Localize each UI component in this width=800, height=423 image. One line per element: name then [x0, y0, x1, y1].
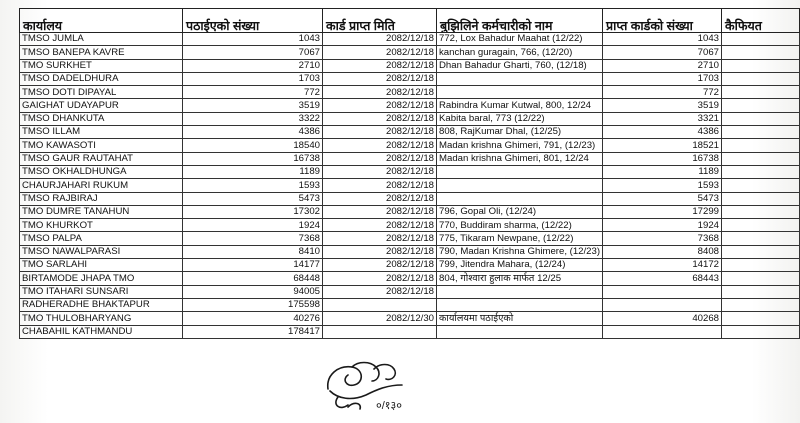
- cell-remarks: [722, 152, 800, 165]
- cell-received-count: 5473: [603, 192, 722, 205]
- cell-remarks: [722, 232, 800, 245]
- header-office: कार्यालय: [20, 9, 183, 33]
- table-row: [20, 298, 800, 311]
- cell-received-count: 1043: [603, 33, 722, 46]
- cell-receiver-name: 804, गोश्वारा हुलाक मार्फत 12/25: [437, 272, 603, 285]
- cell-office: TMO SURKHET: [20, 59, 183, 72]
- cell-receiver-name: [437, 72, 603, 85]
- cell-received-count: 14172: [603, 259, 722, 272]
- cell-received-count: 4386: [603, 126, 722, 139]
- cell-received-date: 2082/12/18: [323, 99, 437, 112]
- cell-receiver-name: [437, 325, 603, 338]
- cell-received-date: 2082/12/18: [323, 259, 437, 272]
- cell-office: TMSO JUMLA: [20, 33, 183, 46]
- cell-sent-count: 14177: [183, 259, 323, 272]
- cell-remarks: [722, 272, 800, 285]
- cell-office: TMO ITAHARI SUNSARI: [20, 285, 183, 298]
- cell-sent-count: 4386: [183, 126, 323, 139]
- cell-receiver-name: [437, 298, 603, 311]
- cell-sent-count: 40276: [183, 312, 323, 325]
- header-remarks: कैफियत: [722, 9, 800, 33]
- table-body: [20, 33, 800, 339]
- cell-office: GAIGHAT UDAYAPUR: [20, 99, 183, 112]
- cell-received-count: 16738: [603, 152, 722, 165]
- cell-receiver-name: 790, Madan Krishna Ghimere, (12/23): [437, 245, 603, 258]
- cell-received-count: 7067: [603, 46, 722, 59]
- cell-receiver-name: kanchan guragain, 766, (12/20): [437, 46, 603, 59]
- table-row: [20, 126, 800, 139]
- cell-receiver-name: कार्यालयमा पठाईएको: [437, 312, 603, 325]
- cell-received-count: 1703: [603, 72, 722, 85]
- cell-office: TMO KAWASOTI: [20, 139, 183, 152]
- cell-receiver-name: [437, 192, 603, 205]
- cell-receiver-name: Dhan Bahadur Gharti, 760, (12/18): [437, 59, 603, 72]
- cell-sent-count: 5473: [183, 192, 323, 205]
- cell-office: TMO KHURKOT: [20, 219, 183, 232]
- table-row: [20, 86, 800, 99]
- cell-remarks: [722, 59, 800, 72]
- cell-received-date: 2082/12/18: [323, 192, 437, 205]
- cell-received-date: 2082/12/18: [323, 219, 437, 232]
- cell-receiver-name: 772, Lox Bahadur Maahat (12/22): [437, 33, 603, 46]
- table-row: [20, 165, 800, 178]
- cell-received-count: 68443: [603, 272, 722, 285]
- cell-receiver-name: 770, Buddiram sharma, (12/22): [437, 219, 603, 232]
- cell-received-date: 2082/12/18: [323, 272, 437, 285]
- cell-receiver-name: 796, Gopal Oli, (12/24): [437, 205, 603, 218]
- cell-received-count: 1189: [603, 165, 722, 178]
- cell-remarks: [722, 72, 800, 85]
- table-row: [20, 59, 800, 72]
- header-sent-count: पठाईएको संख्या: [183, 9, 323, 33]
- cell-received-date: 2082/12/18: [323, 152, 437, 165]
- table-row: [20, 219, 800, 232]
- cell-received-date: [323, 298, 437, 311]
- cell-sent-count: 1189: [183, 165, 323, 178]
- cell-office: TMO SARLAHI: [20, 259, 183, 272]
- cell-receiver-name: [437, 86, 603, 99]
- table-row: [20, 325, 800, 338]
- cell-received-date: 2082/12/18: [323, 205, 437, 218]
- table-row: [20, 33, 800, 46]
- cell-received-count: 1924: [603, 219, 722, 232]
- cell-office: TMSO NAWALPARASI: [20, 245, 183, 258]
- cell-remarks: [722, 112, 800, 125]
- cell-received-date: 2082/12/18: [323, 139, 437, 152]
- cell-sent-count: 7067: [183, 46, 323, 59]
- cell-receiver-name: [437, 285, 603, 298]
- cell-received-count: [603, 325, 722, 338]
- card-distribution-table: [19, 8, 800, 339]
- cell-remarks: [722, 312, 800, 325]
- cell-office: TMSO RAJBIRAJ: [20, 192, 183, 205]
- cell-sent-count: 178417: [183, 325, 323, 338]
- cell-received-date: 2082/12/18: [323, 112, 437, 125]
- table-row: [20, 152, 800, 165]
- cell-received-count: 7368: [603, 232, 722, 245]
- table-row: [20, 245, 800, 258]
- cell-sent-count: 3322: [183, 112, 323, 125]
- cell-remarks: [722, 259, 800, 272]
- table-row: [20, 112, 800, 125]
- cell-office: RADHERADHE BHAKTAPUR: [20, 298, 183, 311]
- cell-sent-count: 68448: [183, 272, 323, 285]
- cell-office: TMSO PALPA: [20, 232, 183, 245]
- cell-office: TMSO OKHALDHUNGA: [20, 165, 183, 178]
- cell-received-date: 2082/12/18: [323, 126, 437, 139]
- cell-received-count: 1593: [603, 179, 722, 192]
- cell-received-count: 2710: [603, 59, 722, 72]
- cell-remarks: [722, 179, 800, 192]
- cell-remarks: [722, 285, 800, 298]
- table-row: [20, 259, 800, 272]
- header-receiver-name: बुझिलिने कर्मचारीको नाम: [437, 9, 603, 33]
- cell-office: TMO THULOBHARYANG: [20, 312, 183, 325]
- table-row: [20, 312, 800, 325]
- cell-sent-count: 8410: [183, 245, 323, 258]
- cell-office: BIRTAMODE JHAPA TMO: [20, 272, 183, 285]
- table-row: [20, 192, 800, 205]
- signature-note: ०/१३०: [376, 400, 402, 412]
- cell-received-date: 2082/12/18: [323, 179, 437, 192]
- cell-remarks: [722, 46, 800, 59]
- cell-remarks: [722, 99, 800, 112]
- cell-office: TMSO BANEPA KAVRE: [20, 46, 183, 59]
- cell-received-date: 2082/12/18: [323, 59, 437, 72]
- cell-remarks: [722, 86, 800, 99]
- cell-received-date: 2082/12/18: [323, 245, 437, 258]
- cell-sent-count: 2710: [183, 59, 323, 72]
- cell-remarks: [722, 245, 800, 258]
- cell-received-date: 2082/12/18: [323, 285, 437, 298]
- cell-remarks: [722, 33, 800, 46]
- table-row: [20, 285, 800, 298]
- cell-received-date: 2082/12/18: [323, 86, 437, 99]
- cell-sent-count: 1043: [183, 33, 323, 46]
- cell-received-date: 2082/12/18: [323, 33, 437, 46]
- cell-received-count: 772: [603, 86, 722, 99]
- table-row: [20, 99, 800, 112]
- header-received-date: कार्ड प्राप्त मिति: [323, 9, 437, 33]
- cell-received-date: 2082/12/18: [323, 232, 437, 245]
- cell-remarks: [722, 298, 800, 311]
- cell-receiver-name: [437, 179, 603, 192]
- cell-received-count: 3519: [603, 99, 722, 112]
- cell-office: TMSO DHANKUTA: [20, 112, 183, 125]
- cell-received-date: 2082/12/18: [323, 165, 437, 178]
- cell-sent-count: 16738: [183, 152, 323, 165]
- cell-sent-count: 94005: [183, 285, 323, 298]
- cell-office: TMSO GAUR RAUTAHAT: [20, 152, 183, 165]
- cell-receiver-name: Madan krishna Ghimeri, 791, (12/23): [437, 139, 603, 152]
- cell-receiver-name: Madan krishna Ghimeri, 801, 12/24: [437, 152, 603, 165]
- cell-sent-count: 175598: [183, 298, 323, 311]
- cell-receiver-name: 799, Jitendra Mahara, (12/24): [437, 259, 603, 272]
- cell-received-date: 2082/12/30: [323, 312, 437, 325]
- cell-office: CHAURJAHARI RUKUM: [20, 179, 183, 192]
- cell-sent-count: 18540: [183, 139, 323, 152]
- cell-received-date: 2082/12/18: [323, 46, 437, 59]
- table-row: [20, 72, 800, 85]
- cell-remarks: [722, 139, 800, 152]
- table-row: [20, 232, 800, 245]
- cell-received-count: 17299: [603, 205, 722, 218]
- cell-office: TMSO DOTI DIPAYAL: [20, 86, 183, 99]
- cell-office: TMO DUMRE TANAHUN: [20, 205, 183, 218]
- cell-received-count: [603, 298, 722, 311]
- cell-sent-count: 1924: [183, 219, 323, 232]
- header-received-count: प्राप्त कार्डको संख्या: [603, 9, 722, 33]
- cell-remarks: [722, 126, 800, 139]
- cell-sent-count: 3519: [183, 99, 323, 112]
- cell-remarks: [722, 325, 800, 338]
- cell-sent-count: 1593: [183, 179, 323, 192]
- cell-office: TMSO ILLAM: [20, 126, 183, 139]
- header-row: [20, 9, 800, 33]
- cell-receiver-name: [437, 165, 603, 178]
- table-row: [20, 205, 800, 218]
- cell-received-count: [603, 285, 722, 298]
- table-row: [20, 179, 800, 192]
- cell-remarks: [722, 219, 800, 232]
- cell-received-count: 3321: [603, 112, 722, 125]
- cell-sent-count: 1703: [183, 72, 323, 85]
- table-row: [20, 139, 800, 152]
- cell-remarks: [722, 165, 800, 178]
- cell-remarks: [722, 192, 800, 205]
- cell-received-date: 2082/12/18: [323, 72, 437, 85]
- table-row: [20, 46, 800, 59]
- cell-receiver-name: 775, Tikaram Newpane, (12/22): [437, 232, 603, 245]
- cell-office: TMSO DADELDHURA: [20, 72, 183, 85]
- cell-receiver-name: Kabita baral, 773 (12/22): [437, 112, 603, 125]
- cell-received-count: 40268: [603, 312, 722, 325]
- cell-sent-count: 17302: [183, 205, 323, 218]
- cell-received-count: 18521: [603, 139, 722, 152]
- cell-sent-count: 772: [183, 86, 323, 99]
- handwritten-signature: [318, 355, 428, 415]
- table-row: [20, 272, 800, 285]
- cell-received-count: 8408: [603, 245, 722, 258]
- cell-receiver-name: Rabindra Kumar Kutwal, 800, 12/24: [437, 99, 603, 112]
- cell-remarks: [722, 205, 800, 218]
- cell-receiver-name: 808, RajKumar Dhal, (12/25): [437, 126, 603, 139]
- cell-sent-count: 7368: [183, 232, 323, 245]
- cell-received-date: [323, 325, 437, 338]
- cell-office: CHABAHIL KATHMANDU: [20, 325, 183, 338]
